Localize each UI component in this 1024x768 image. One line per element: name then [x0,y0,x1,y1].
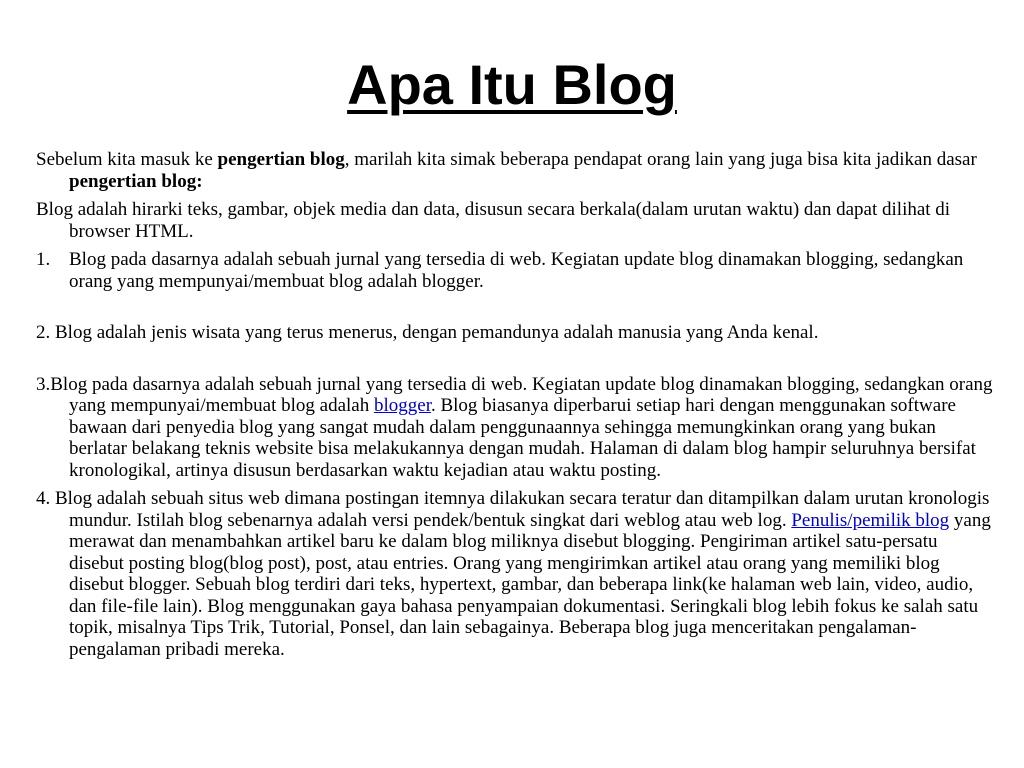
intro-bold-1: pengertian blog [217,149,345,170]
intro-text-2: , marilah kita simak beberapa pendapat orang lain yang juga bisa kita jadikan dasar [344,149,977,170]
paragraph-point-2: 2. Blog adalah jenis wisata yang terus menerus, dengan pemandunya adalah manusia yang Anda kenal. [36,322,819,343]
point-3-text-1: 3.Blog pada dasarnya adalah sebuah jurnal yang tersedia di web. Kegiatan update blog dinamakan blogging, sedangkan orang yang mempunyai/membuat blog adalah [36,373,993,416]
blogger-link[interactable]: blogger [373,395,431,416]
paragraph-intro [36,149,996,192]
paragraph-point-4 [36,488,996,660]
list-number: 1. [36,249,51,270]
paragraph-definition: Blog adalah hirarki teks, gambar, objek media dan data, disusun secara berkala(dalam urutan waktu) dan dapat dilihat di browser HTML. [36,199,951,242]
point-4-text-1: 4. Blog adalah sebuah situs web dimana postingan itemnya dilakukan secara teratur dan ditampilkan dalam urutan kronologis mundur. Istilah blog sebenarnya adalah versi pendek/bentuk singkat dari weblog atau web log. [36,488,990,531]
point-3-text-2: . Blog biasanya diperbarui setiap hari dengan menggunakan software bawaan dari penyedia blog yang sangat mudah dalam penggunaannya sehingga memungkinkan orang yang bukan berlatar belakang teknis website bisa melakukannya dengan mudah. Halaman di dalam blog hampir seluruhnya bersifat kronologikal, artinya disusun berdasarkan waktu kejadian atau waktu posting. [69,395,976,481]
intro-bold-2: pengertian blog: [69,170,203,192]
blog-owner-link[interactable]: Penulis/pemilik blog [791,509,950,531]
intro-text-1: Sebelum kita masuk ke [36,149,218,170]
slide-title: Apa Itu Blog [347,53,677,116]
paragraph-point-3 [36,374,996,482]
slide-body [36,149,996,667]
list-item-1 [36,249,996,292]
list-item-1-text: Blog pada dasarnya adalah sebuah jurnal yang tersedia di web. Kegiatan update blog dinamakan blogging, sedangkan orang yang mempunyai/membuat blog adalah blogger. [69,249,964,292]
point-4-text-2: yang merawat dan menambahkan artikel baru ke dalam blog miliknya disebut blogging. Pengiriman artikel satu-persatu disebut posting blog(blog post), post, atau entries. Orang yang mengirimkan artikel atau orang yang memiliki blog disebut blogger. Sebuah blog terdiri dari teks, hypertext, gambar, dan beberapa link(ke halaman web lain, video, audio, dan file-file lain). Blog menggunakan gaya bahasa penyampaian dokumentasi. Seringkali blog lebih fokus ke salah satu topik, misalnya Tips Trik, Tutorial, Ponsel, dan lain sebagainya. Beberapa blog juga menceritakan pengalaman-pengalaman pribadi mereka. [69,509,991,660]
